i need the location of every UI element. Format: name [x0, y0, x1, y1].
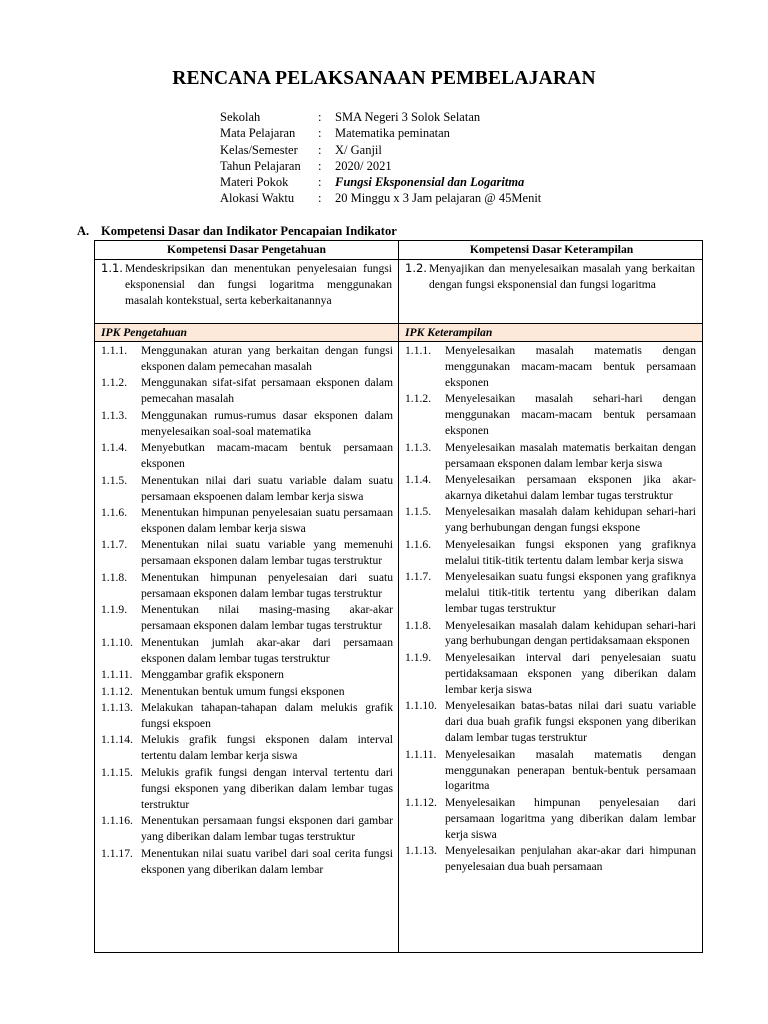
info-colon: : [318, 191, 322, 206]
row-divider [95, 341, 702, 342]
item-number: 1.1.9. [101, 603, 128, 617]
info-colon: : [318, 126, 322, 141]
item-text: Menyelesaikan batas-batas nilai dari suatu variable dari dua buah grafik fungsi eksponen yang diberikan dalam lembar tugas terstruktur [445, 699, 696, 745]
item-text: Menyelesaikan masalah sehari-hari dengan menggunakan macam-macam bentuk persamaan eksponen [445, 392, 696, 438]
item-text: Menentukan himpunan penyelesaian suatu persamaan eksponen dalam lembar kerja siswa [141, 506, 393, 535]
item-number: 1.1.3. [101, 408, 128, 422]
item-text: Menentukan nilai dari suatu variable dalam suatu persamaan ekspoenen dalam lembar kerja siswa [141, 473, 393, 503]
item-text: Melukis grafik fungsi dengan interval tertentu dari fungsi eksponen yang diberikan dalam lembar tugas terstruktur [141, 765, 393, 811]
item-text: Menentukan nilai masing-masing akar-akar persamaan eksponen dalam lembar tugas terstruktur [141, 603, 393, 633]
item-number: 1.1.11. [405, 747, 437, 761]
item-text: Menyelesaikan himpunan penyelesaian dari persamaan logaritma yang diberikan dalam lembar kerja siswa [445, 795, 696, 841]
ipk-pengetahuan-header [95, 324, 398, 341]
identity-block [220, 109, 541, 207]
item-text: Menggunakan sifat-sifat persamaan eksponen dalam pemecahan masalah [141, 376, 393, 406]
item-number: 1.1.7. [405, 570, 432, 584]
list-item [101, 602, 393, 634]
item-text: Menentukan himpunan penyelesaian dari suatu persamaan eksponen dalam lembar tugas terstruktur [141, 570, 393, 600]
info-value: 2020/ 2021 [335, 158, 392, 173]
item-text: Menyelesaikan suatu fungsi eksponen yang grafiknya melalui titik-titik tertentu yang diberikan dalam lembar tugas terstruktur [445, 570, 696, 616]
item-number: 1.1.12. [405, 795, 437, 809]
info-value: Fungsi Eksponensial dan Logaritma [335, 175, 525, 190]
item-number: 1.1.6. [101, 506, 128, 520]
item-number: 1.1.10. [405, 699, 437, 713]
list-item [405, 747, 696, 795]
item-text: Menentukan nilai suatu varibel dari soal cerita fungsi eksponen yang diberikan dalam lembar [141, 846, 393, 876]
item-number: 1.1.8. [405, 618, 432, 632]
info-label: Mata Pelajaran [220, 126, 296, 141]
item-text: Menggambar grafik eksponern [141, 668, 284, 682]
list-item [101, 537, 393, 569]
list-item [101, 813, 393, 845]
item-text: Melukis grafik fungsi eksponen dalam interval tertentu dalam lembar kerja siswa [141, 733, 393, 763]
list-item [101, 343, 393, 375]
info-label: Tahun Pelajaran [220, 158, 301, 173]
item-text: Menyelesaikan penjulahan akar-akar dari himpunan penyelesaian dua buah persamaan [445, 844, 696, 874]
item-number: 1.1.2. [405, 392, 432, 406]
list-item [405, 843, 696, 875]
ipk-title: IPK Pengetahuan [101, 326, 188, 339]
item-number: 1.1.13. [405, 844, 437, 858]
info-value: Matematika peminatan [335, 126, 450, 141]
info-colon: : [318, 175, 322, 190]
list-item [101, 684, 393, 700]
item-number: 1.1.17. [101, 846, 133, 860]
item-number: 1.1.12. [101, 684, 133, 698]
item-number: 1.1.2. [101, 376, 128, 390]
ipk-pengetahuan-list [101, 343, 393, 878]
item-number: 1.1.4. [101, 441, 128, 455]
item-text: Menyebutkan macam-macam bentuk persamaan eksponen [141, 441, 393, 471]
item-number: 1.1.3. [405, 440, 432, 454]
info-row-year [220, 158, 541, 174]
item-number: 1.1.13. [101, 701, 133, 715]
item-text: Menentukan bentuk umum fungsi eksponen [141, 684, 345, 698]
ipk-title: IPK Keterampilan [405, 326, 493, 339]
list-item [101, 375, 393, 407]
kd-keterampilan [405, 261, 695, 293]
info-row-topic [220, 174, 541, 190]
list-item [101, 765, 393, 813]
item-text: Menentukan nilai suatu variable yang memenuhi persamaan eksponen dalam lembar tugas terstruktur [141, 538, 393, 568]
item-number: 1.1.5. [405, 505, 432, 519]
column-divider [398, 241, 399, 952]
info-colon: : [318, 158, 322, 173]
item-number: 1.1.1. [405, 344, 432, 357]
kd-text: Menyajikan dan menyelesaikan masalah yang berkaitan dengan fungsi eksponensial dan fungsi logaritma [428, 262, 695, 291]
info-colon: : [318, 142, 322, 157]
kd-number: 1.1. [101, 261, 123, 275]
info-value: SMA Negeri 3 Solok Selatan [335, 110, 481, 124]
item-number: 1.1.6. [405, 537, 432, 551]
info-label: Sekolah [220, 110, 261, 124]
info-value: 20 Minggu x 3 Jam pelajaran @ 45Menit [335, 191, 542, 206]
item-number: 1.1.15. [101, 765, 133, 779]
list-item [101, 440, 393, 472]
header-kd-pengetahuan: Kompetensi Dasar Pengetahuan [167, 243, 326, 256]
item-text: Menggunakan rumus-rumus dasar eksponen dalam menyelesaikan soal-soal matematika [141, 408, 393, 438]
list-item [101, 473, 393, 505]
kd-pengetahuan [101, 261, 392, 309]
list-item [405, 472, 696, 504]
list-item [405, 650, 696, 698]
info-row-class [220, 142, 541, 158]
list-item [101, 846, 393, 878]
kd-number: 1.2. [405, 261, 427, 275]
list-item [405, 537, 696, 569]
list-item [101, 700, 393, 732]
section-title: Kompetensi Dasar dan Indikator Pencapaian Indikator [101, 224, 397, 238]
header-kd-keterampilan: Kompetensi Dasar Keterampilan [469, 243, 634, 256]
item-text: Menyelesaikan masalah matematis dengan menggunakan macam-macam bentuk persamaan eksponen [445, 344, 696, 389]
list-item [101, 635, 393, 667]
item-text: Menyelesaikan masalah dalam kehidupan sehari-hari yang berhubungan dengan fungsi ekspone [445, 505, 696, 535]
ipk-keterampilan-header [399, 324, 703, 341]
item-number: 1.1.1. [101, 344, 128, 357]
list-item [101, 505, 393, 537]
item-number: 1.1.4. [405, 473, 432, 487]
kd-text: Mendeskripsikan dan menentukan penyelesaian fungsi eksponensial dan fungsi logaritma menggunakan masalah kontekstual, serta keberkaitanannya [124, 262, 392, 307]
info-row-school [220, 109, 541, 125]
item-text: Melakukan tahapan-tahapan dalam melukis grafik fungsi ekspoen [141, 701, 393, 730]
info-row-subject [220, 125, 541, 141]
item-number: 1.1.10. [101, 635, 133, 649]
item-text: Menggunakan aturan yang berkaitan dengan fungsi eksponen dalam pemecahan masalah [141, 344, 393, 373]
ipk-keterampilan-list [405, 343, 696, 876]
list-item [405, 618, 696, 650]
list-item [405, 795, 696, 843]
info-label: Materi Pokok [220, 175, 289, 190]
item-number: 1.1.9. [405, 650, 432, 664]
item-text: Menyelesaikan interval dari penyelesaian suatu pertidaksamaan eksponen yang diberikan dalam lembar kerja siswa [445, 650, 696, 696]
info-colon: : [318, 110, 322, 124]
competency-table [94, 240, 703, 953]
item-number: 1.1.11. [101, 668, 133, 682]
item-number: 1.1.14. [101, 733, 133, 747]
item-text: Menyelesaikan masalah matematis dengan menggunakan penerapan bentuk-bentuk persamaan logaritma [445, 747, 696, 793]
list-item [405, 569, 696, 617]
list-item [101, 667, 393, 683]
section-heading [77, 224, 397, 239]
section-letter: A. [77, 224, 90, 238]
list-item [101, 408, 393, 440]
list-item [101, 732, 393, 764]
item-number: 1.1.5. [101, 473, 128, 487]
item-text: Menentukan jumlah akar-akar dari persamaan eksponen dalam lembar tugas terstruktur [141, 635, 393, 665]
list-item [405, 698, 696, 746]
row-divider [95, 259, 702, 260]
item-text: Menyelesaikan masalah dalam kehidupan sehari-hari yang berhubungan dengan pertidaksamaan eksponen [445, 618, 696, 648]
list-item [101, 570, 393, 602]
document-title: RENCANA PELAKSANAAN PEMBELAJARAN [172, 68, 596, 89]
list-item [405, 343, 696, 391]
item-text: Menyelesaikan fungsi eksponen yang grafiknya melalui titik-titik tertentu dalam lembar kerja siswa [445, 537, 696, 567]
item-number: 1.1.7. [101, 538, 128, 552]
info-value: X/ Ganjil [335, 142, 382, 157]
list-item [405, 504, 696, 536]
list-item [405, 391, 696, 439]
item-text: Menentukan persamaan fungsi eksponen dari gambar yang diberikan dalam lembar tugas terstruktur [141, 814, 393, 844]
item-text: Menyelesaikan masalah matematis berkaitan dengan persamaan eksponen dalam lembar kerja siswa [445, 440, 696, 470]
info-label: Alokasi Waktu [220, 191, 295, 206]
item-number: 1.1.8. [101, 570, 128, 584]
item-text: Menyelesaikan persamaan eksponen jika akar-akarnya diketahui dalam lembar tugas terstruktur [445, 473, 696, 502]
info-label: Kelas/Semester [220, 142, 298, 157]
info-row-time [220, 190, 541, 206]
list-item [405, 440, 696, 472]
item-number: 1.1.16. [101, 814, 133, 828]
